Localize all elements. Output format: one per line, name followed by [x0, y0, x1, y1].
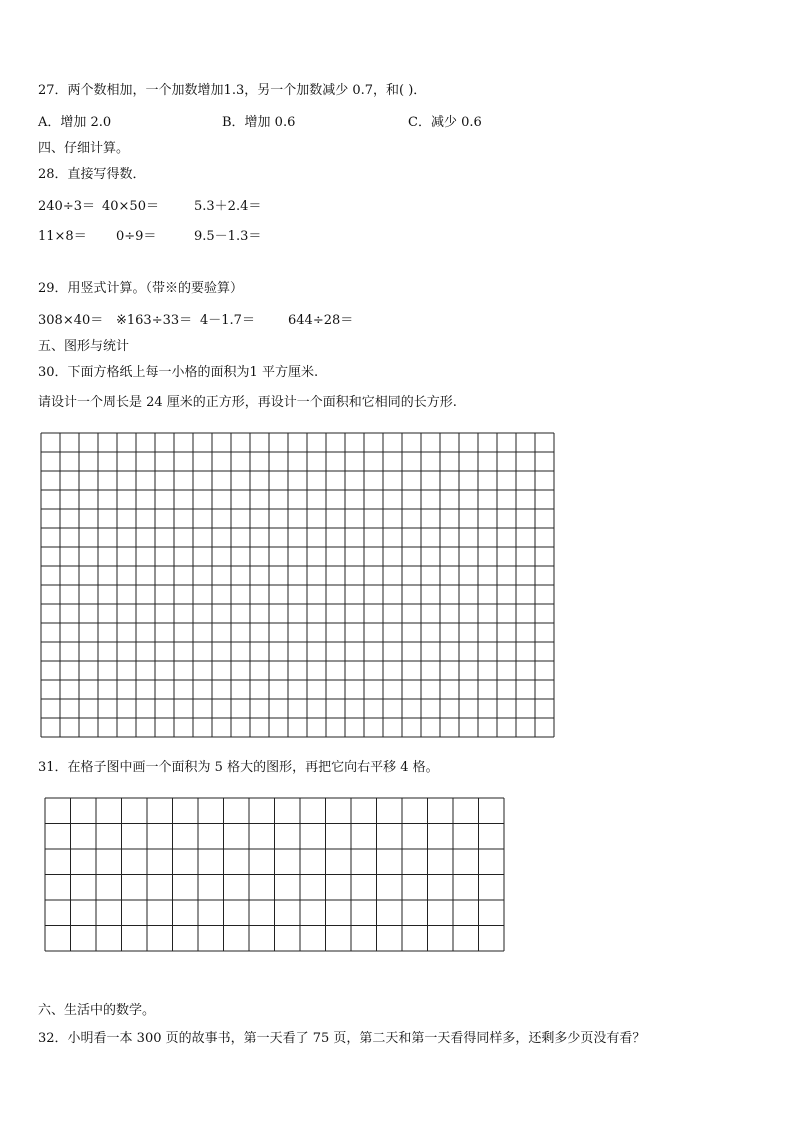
q28-r2-c3: 9.5－1.3＝ — [194, 229, 262, 244]
q28-r1-c2: 40×50＝ — [102, 199, 159, 214]
q28-r2-c2: 0÷9＝ — [116, 229, 157, 244]
q28-stem: 28．直接写得数． — [38, 167, 146, 182]
grid30-svg — [40, 432, 555, 738]
q30-square-grid[interactable] — [40, 432, 555, 738]
q28-r1-c3: 5.3＋2.4＝ — [194, 199, 262, 214]
q28-r1-c1: 240÷3＝ — [38, 199, 95, 214]
q28-r2-c1: 11×8＝ — [38, 229, 87, 244]
q31-stem: 31．在格子图中画一个面积为 5 格大的图形，再把它向右平移 4 格。 — [38, 760, 439, 775]
q32-stem: 32．小明看一本 300 页的故事书，第一天看了 75 页，第二天和第一天看得同样多，还剩多少页没有看？ — [38, 1031, 646, 1046]
q27-option-a: A．增加 2.0 — [38, 115, 112, 130]
q29-item-1: 308×40＝ — [38, 313, 104, 328]
q30-task: 请设计一个周长是 24 厘米的正方形，再设计一个面积和它相同的长方形. — [38, 395, 457, 410]
q29-stem: 29．用竖式计算。（带※的要验算） — [38, 281, 244, 296]
q29-item-3: 4－1.7＝ — [200, 313, 255, 328]
q29-item-2: ※163÷33＝ — [116, 313, 193, 328]
section-4-heading: 四、仔细计算。 — [38, 141, 130, 156]
section-5-heading: 五、图形与统计 — [38, 339, 130, 354]
q27-stem: 27．两个数相加，一个加数增加1.3，另一个加数减少 0.7，和( )． — [38, 83, 427, 98]
grid31-svg — [44, 797, 505, 952]
section-6-heading: 六、生活中的数学。 — [38, 1003, 156, 1018]
q27-option-b: B．增加 0.6 — [222, 115, 296, 130]
q29-item-4: 644÷28＝ — [288, 313, 354, 328]
q27-option-c: C．减少 0.6 — [408, 115, 482, 130]
q30-stem: 30．下面方格纸上每一小格的面积为1 平方厘米. — [38, 365, 319, 380]
q31-square-grid[interactable] — [44, 797, 505, 952]
